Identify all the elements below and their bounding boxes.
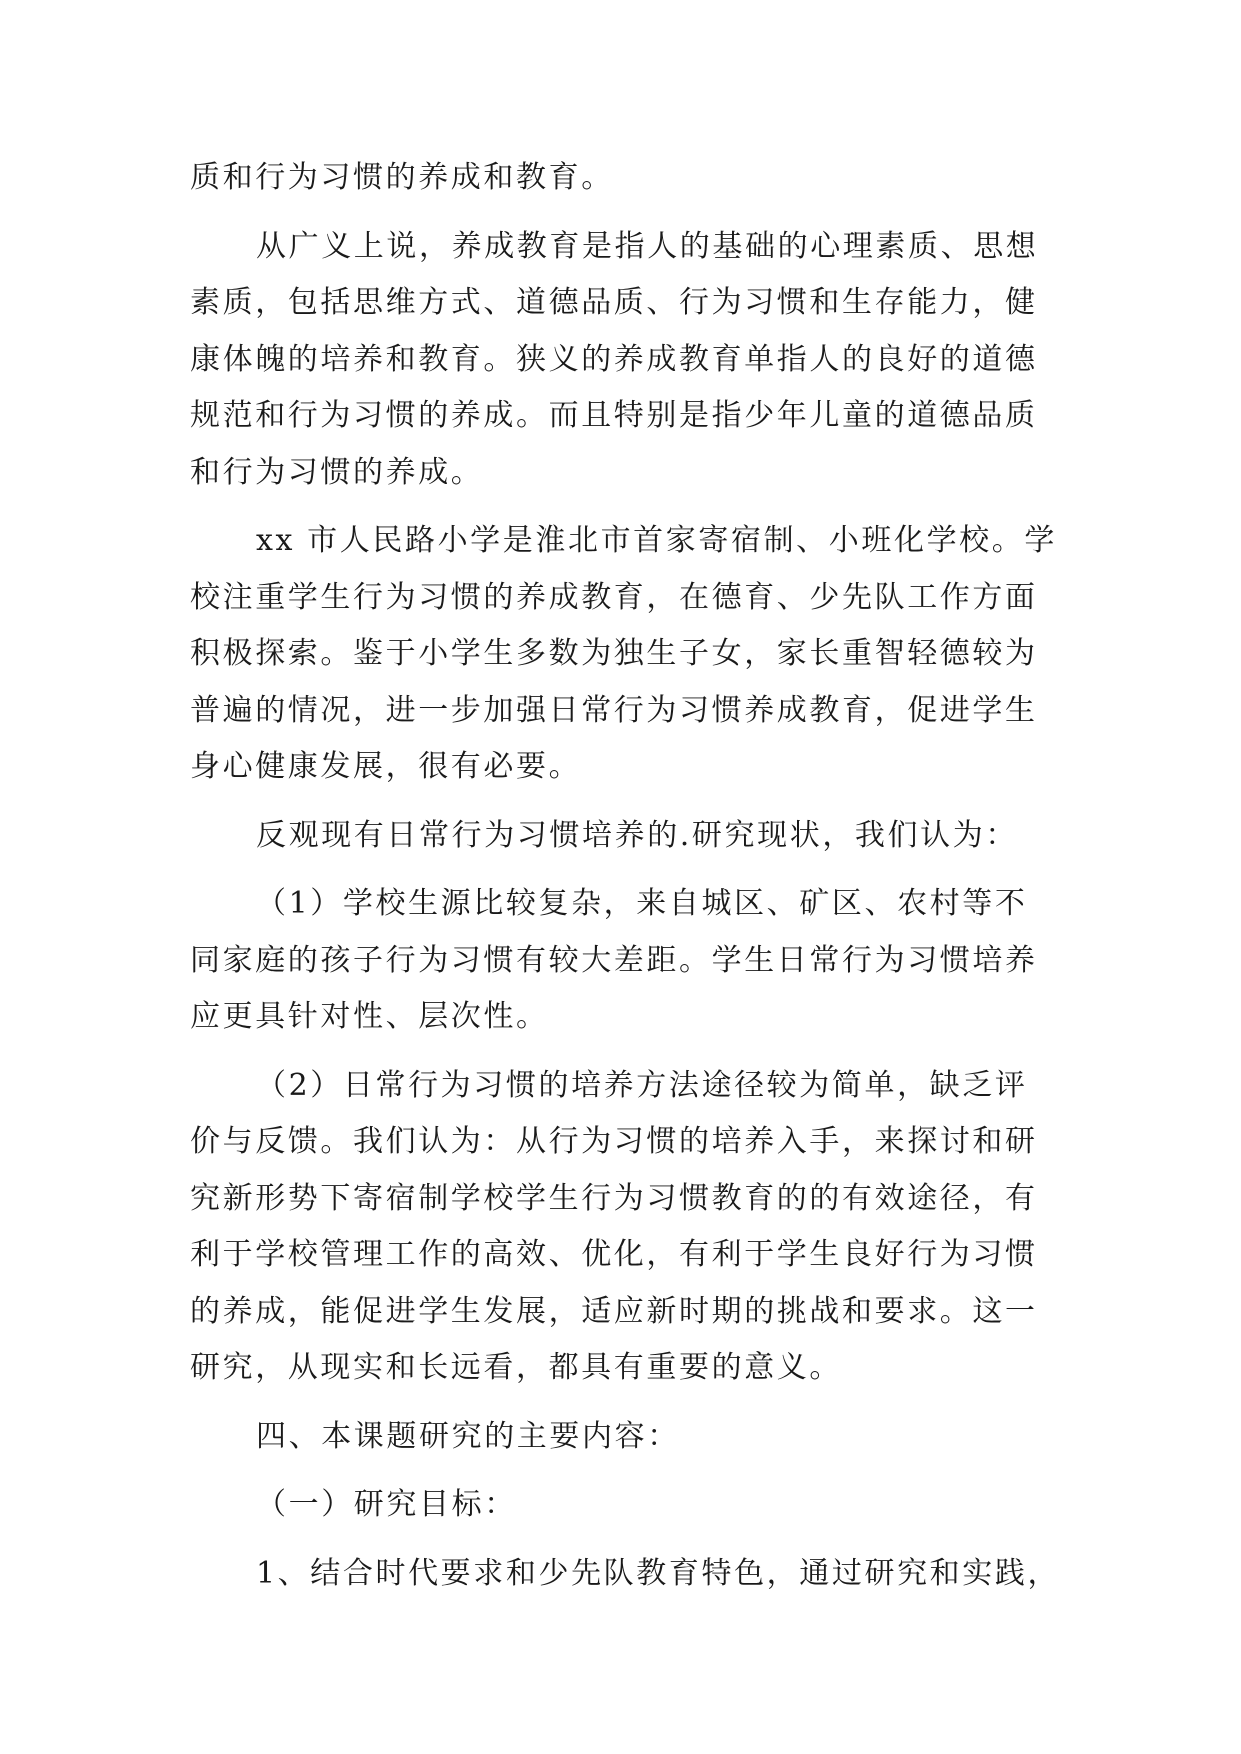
paragraph-gap	[190, 1534, 1070, 1546]
text-line: 究新形势下寄宿制学校学生行为习惯教育的的有效途径，有	[190, 1180, 1038, 1216]
text-line: 和行为习惯的养成。	[190, 454, 484, 490]
text-line: 价与反馈。我们认为：从行为习惯的培养入手，来探讨和研	[190, 1124, 1038, 1159]
text-line: 积极探索。鉴于小学生多数为独生子女，家长重智轻德较为	[190, 636, 1038, 671]
paragraph-start-line: 1、结合时代要求和少先队教育特色，通过研究和实践，	[256, 1555, 1061, 1591]
paragraph-gap	[190, 1465, 1070, 1477]
paragraph-gap	[190, 501, 1070, 513]
text-line: 康体魄的培养和教育。狭义的养成教育单指人的良好的道德	[190, 341, 1038, 377]
text-line: 规范和行为习惯的养成。而且特别是指少年儿童的道德品质	[190, 398, 1038, 433]
paragraph-gap	[190, 1046, 1070, 1058]
paragraph-start-line: 反观现有日常行为习惯培养的.研究现状，我们认为：	[256, 817, 1018, 853]
paragraph-gap	[190, 207, 1070, 219]
subsection-heading: （一）研究目标：	[256, 1487, 517, 1522]
text-line: 的养成，能促进学生发展，适应新时期的挑战和要求。这一	[190, 1293, 1038, 1329]
text-line: 利于学校管理工作的高效、优化，有利于学生良好行为习惯	[190, 1237, 1038, 1272]
paragraph-gap	[190, 796, 1070, 808]
text-line: 质和行为习惯的养成和教育。	[190, 160, 614, 195]
paragraph-start-line: 从广义上说，养成教育是指人的基础的心理素质、思想	[256, 228, 1039, 264]
paragraph-start-line: （2）日常行为习惯的培养方法途径较为简单，缺乏评	[256, 1067, 1028, 1103]
text-line: 应更具针对性、层次性。	[190, 999, 549, 1034]
section-heading: 四、本课题研究的主要内容：	[256, 1418, 680, 1454]
document-body	[190, 150, 1070, 1602]
text-line: 研究，从现实和长远看，都具有重要的意义。	[190, 1350, 842, 1385]
paragraph-gap	[190, 864, 1070, 876]
text-line: 素质，包括思维方式、道德品质、行为习惯和生存能力，健	[190, 285, 1038, 320]
text-line: 身心健康发展，很有必要。	[190, 749, 582, 784]
text-line: 同家庭的孩子行为习惯有较大差距。学生日常行为习惯培养	[190, 942, 1038, 978]
paragraph-start-line: （1）学校生源比较复杂，来自城区、矿区、农村等不	[256, 886, 1028, 921]
paragraph-start-line: xx 市人民路小学是淮北市首家寄宿制、小班化学校。学	[256, 523, 1057, 558]
paragraph-gap	[190, 1397, 1070, 1409]
text-line: 校注重学生行为习惯的养成教育，在德育、少先队工作方面	[190, 579, 1038, 615]
text-line: 普遍的情况，进一步加强日常行为习惯养成教育，促进学生	[190, 692, 1038, 728]
